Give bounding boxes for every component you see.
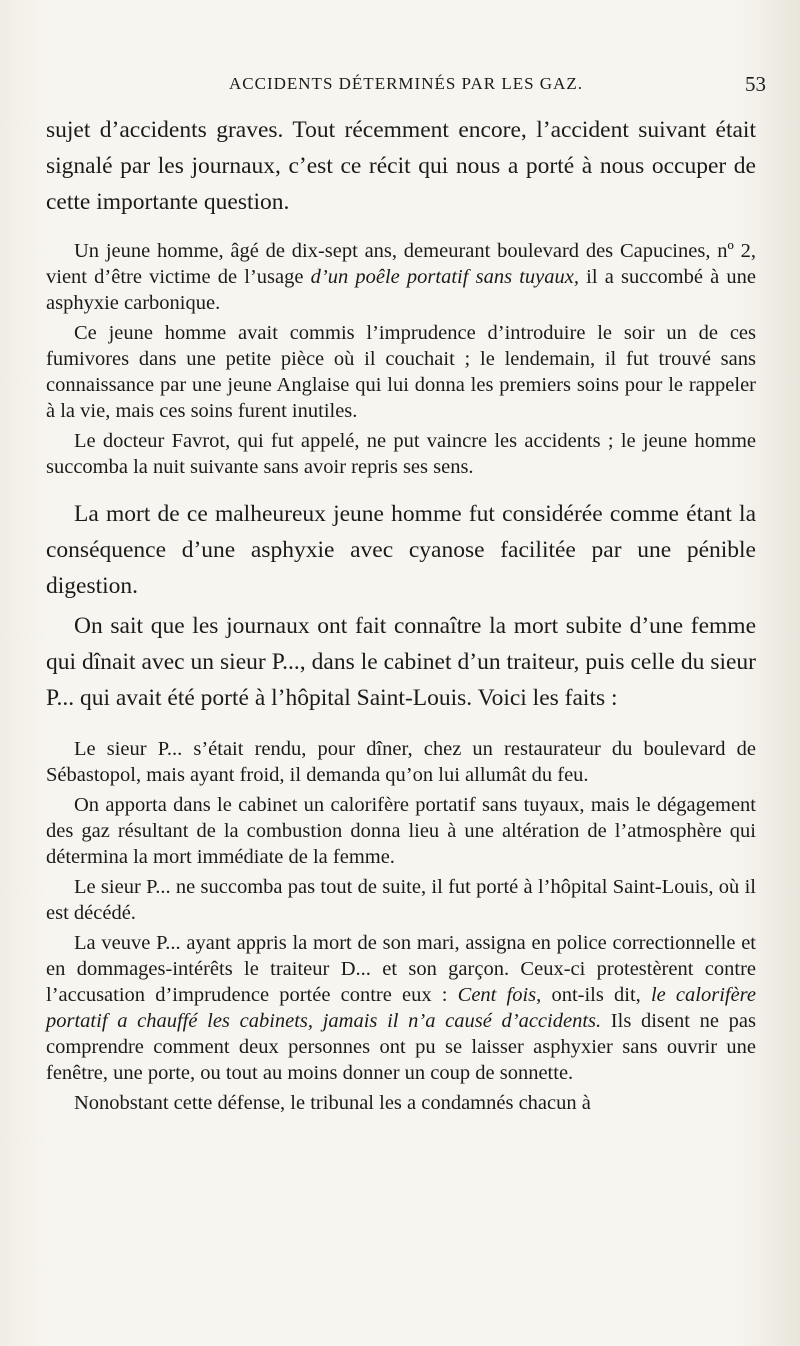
- paragraph: Un jeune homme, âgé de dix-sept ans, demeurant boulevard des Capucines, nº 2, vient d’être victime de l’usage d’un poêle portatif sans tuyaux, il a succombé à une asphyxie carbonique.: [46, 240, 756, 314]
- paragraph: Le sieur P... s’était rendu, pour dîner, chez un restaurateur du boulevard de Sébastopol, mais ayant froid, il demanda qu’on lui allumât du feu.: [46, 738, 756, 786]
- paragraph: On apporta dans le cabinet un calorifère portatif sans tuyaux, mais le dégagement des gaz résultant de la combustion donna lieu à une altération de l’atmosphère qui détermina la mort immédiate de la femme.: [46, 794, 756, 868]
- body-text: [46, 112, 756, 1116]
- paragraph: sujet d’accidents graves. Tout récemment encore, l’accident suivant était signalé par les journaux, c’est ce récit qui nous a porté à nous occuper de cette importante question.: [46, 117, 756, 215]
- running-head: ACCIDENTS DÉTERMINÉS PAR LES GAZ.: [229, 74, 583, 93]
- paragraph: Ce jeune homme avait commis l’imprudence d’introduire le soir un de ces fumivores dans une petite pièce où il couchait ; le lendemain, il fut trouvé sans connaissance par une jeune Anglaise qui lui donna les premiers soins pour le rappeler à la vie, mais ces soins furent inutiles.: [46, 322, 756, 422]
- paragraph: La veuve P... ayant appris la mort de son mari, assigna en police correctionnelle et en dommages-intérêts le traiteur D... et son garçon. Ceux-ci protestèrent contre l’accusation d’imprudence portée contre eux : Cent fois, ont-ils dit, le calorifère portatif a chauffé les cabinets, jamais il n’a causé d’accidents. Ils disent ne pas comprendre comment deux personnes ont pu se laisser asphyxier sans ouvrir une fenêtre, une porte, ou tout au moins donner un coup de sonnette.: [46, 932, 756, 1084]
- paragraph: Le sieur P... ne succomba pas tout de suite, il fut porté à l’hôpital Saint-Louis, où il est décédé.: [46, 876, 756, 924]
- paragraph: Nonobstant cette défense, le tribunal les a condamnés chacun à: [74, 1092, 591, 1114]
- page-header: [46, 72, 766, 100]
- page-number: 53: [745, 72, 766, 96]
- paragraph: On sait que les journaux ont fait connaître la mort subite d’une femme qui dînait avec un sieur P..., dans le cabinet d’un traiteur, puis celle du sieur P... qui avait été porté à l’hôpital Saint-Louis. Voici les faits :: [46, 613, 756, 711]
- paragraph: La mort de ce malheureux jeune homme fut considérée comme étant la conséquence d’une asphyxie avec cyanose facilitée par une pénible digestion.: [46, 501, 756, 599]
- paragraph: Le docteur Favrot, qui fut appelé, ne put vaincre les accidents ; le jeune homme succomba la nuit suivante sans avoir repris ses sens.: [46, 430, 756, 478]
